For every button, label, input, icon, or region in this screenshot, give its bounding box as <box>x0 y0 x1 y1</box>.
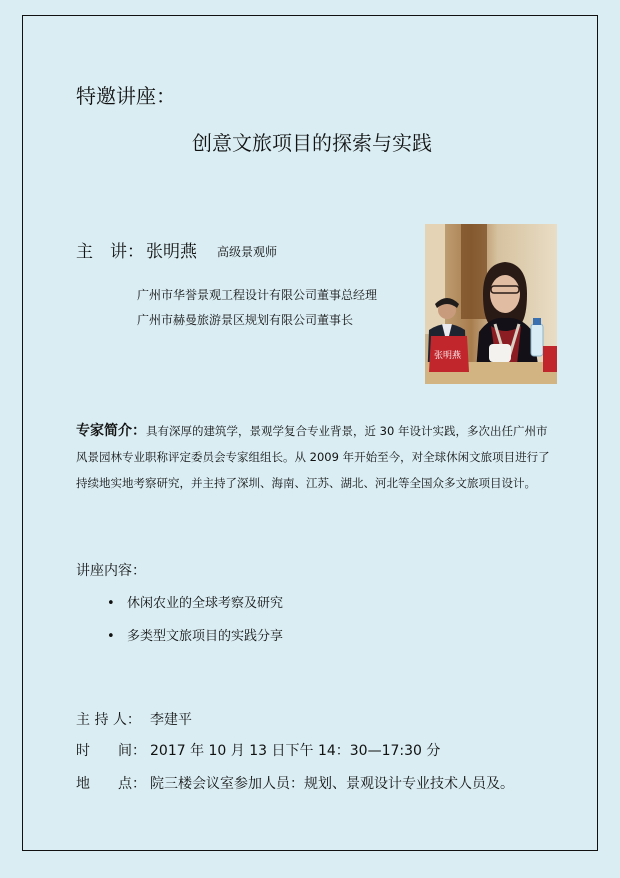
bio-label: 专家简介： <box>76 423 146 439</box>
speaker-role: 广州市赫曼旅游景区规划有限公司董事长 <box>137 313 354 327</box>
host-label: 主 持 人： <box>76 712 141 728</box>
bullet-icon: • <box>107 596 115 611</box>
host-row <box>76 709 192 729</box>
speaker-rank: 高级景观师 <box>217 245 278 259</box>
time-row <box>76 740 440 760</box>
time-label: 时 间： <box>76 743 146 759</box>
list-item-text: 休闲农业的全球考察及研究 <box>127 596 284 611</box>
expert-bio <box>76 418 556 496</box>
host-value: 李建平 <box>150 712 192 728</box>
bio-text: 具有深厚的建筑学，景观学复合专业背景，近 30 年设计实践，多次出任广州市风景园林专业职称评定委员会专家组组长。从 2009 年开始至今，对全球休闲文旅项目进行了持续地实地考察研究，并主持了深圳、海南、江苏、湖北、河北等全国众多文旅项目设计。 <box>76 424 550 490</box>
special-lecture-label: 特邀讲座： <box>76 84 176 108</box>
speaker-role: 广州市华誉景观工程设计有限公司董事总经理 <box>137 288 378 302</box>
speaker-label: 主 讲： <box>76 242 144 262</box>
bullet-icon: • <box>107 629 115 644</box>
list-item <box>107 592 283 611</box>
nameplate-text: 张明燕 <box>434 351 462 361</box>
place-label: 地 点： <box>76 776 146 792</box>
place-value: 院三楼会议室参加人员：规划、景观设计专业技术人员及。 <box>150 776 514 792</box>
list-item <box>107 625 283 644</box>
place-row <box>76 773 514 793</box>
speaker-name: 张明燕 <box>146 242 197 262</box>
lecture-content-label: 讲座内容： <box>76 563 146 579</box>
list-item-text: 多类型文旅项目的实践分享 <box>127 629 284 644</box>
lecture-title: 创意文旅项目的探索与实践 <box>192 131 432 155</box>
time-value: 2017 年 10 月 13 日下午 14：30—17:30 分 <box>150 743 441 759</box>
speaker-photo <box>425 224 557 384</box>
speaker-row <box>76 237 277 262</box>
